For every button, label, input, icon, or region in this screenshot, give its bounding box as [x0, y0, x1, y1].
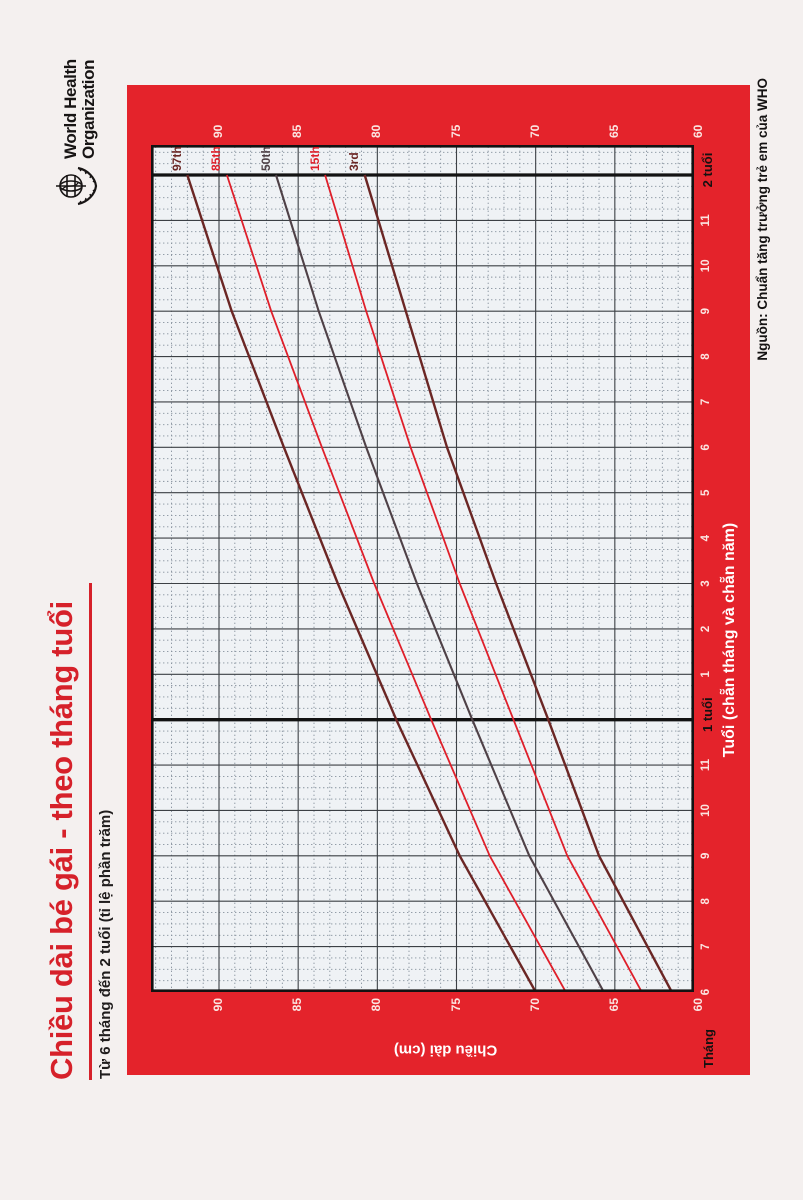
month-tick-label: 11	[700, 758, 712, 772]
plot-svg	[151, 145, 694, 992]
plot-frame	[152, 146, 692, 990]
cm-tick-label-left: 75	[448, 998, 463, 1012]
month-tick-label: 2	[700, 625, 712, 633]
month-tick-label: 10	[700, 259, 712, 273]
gridlines-major	[151, 145, 694, 992]
month-tick-label: 1	[700, 671, 712, 678]
cm-tick-label-right: 65	[606, 124, 621, 138]
month-tick-label: 7	[700, 943, 712, 950]
who-logo	[50, 7, 120, 207]
month-tick-label: 8	[700, 353, 712, 360]
percentile-label-15th: 15th	[307, 146, 322, 171]
percentile-label-85th: 85th	[209, 146, 224, 171]
who-logo-text	[62, 59, 99, 159]
x-axis-unit-label: Tháng	[701, 1029, 716, 1068]
month-tick-label: 6	[700, 444, 712, 451]
percentile-label-50th: 50th	[258, 146, 273, 171]
month-tick-label: 4	[700, 534, 712, 542]
month-tick-label: 6	[700, 988, 712, 996]
year-mark-label: 2 tuổi	[700, 152, 715, 188]
cm-tick-label-right: 75	[448, 124, 463, 138]
month-tick-label: 9	[700, 852, 712, 860]
who-logo-line1: World Health	[61, 59, 80, 159]
cm-tick-label-left: 60	[691, 998, 705, 1012]
cm-tick-label-right: 60	[691, 124, 705, 138]
gridlines-minor	[151, 145, 694, 992]
y-axis-title: Chiều dài (cm)	[393, 1041, 498, 1059]
page-subtitle: Từ 6 tháng đến 2 tuổi (tỉ lệ phần trăm)	[97, 809, 114, 1079]
cm-tick-label-left: 85	[290, 998, 305, 1012]
who-logo-line2: Organization	[79, 59, 99, 159]
month-tick-label: 11	[700, 214, 712, 227]
cm-tick-label-left: 80	[369, 998, 384, 1012]
month-tick-label: 5	[700, 489, 712, 496]
percentile-label-97th: 97th	[169, 146, 184, 171]
source-note: Nguồn: Chuẩn tăng trưởng trẻ em của WHO	[755, 78, 770, 361]
year-mark-label: 1 tuổi	[700, 697, 715, 733]
cm-tick-label-right: 90	[211, 124, 225, 138]
cm-tick-label-right: 80	[369, 124, 384, 138]
month-tick-label: 8	[700, 898, 712, 905]
cm-tick-label-left: 65	[606, 998, 621, 1012]
cm-tick-label-left: 70	[527, 998, 542, 1012]
title-underline	[89, 583, 92, 1080]
percentile-label-3rd: 3rd	[347, 152, 362, 171]
page-title: Chiều dài bé gái - theo tháng tuổi	[44, 601, 79, 1080]
month-tick-label: 3	[700, 580, 712, 587]
x-axis-title: Tuổi (chẵn tháng và chẵn năm)	[721, 522, 738, 758]
plot-area	[151, 145, 694, 992]
cm-tick-label-left: 90	[211, 998, 225, 1012]
month-tick-label: 7	[700, 398, 712, 406]
cm-tick-label-right: 70	[527, 124, 542, 138]
month-tick-label: 10	[700, 804, 712, 817]
cm-tick-label-right: 85	[290, 124, 305, 138]
who-globe-icon	[54, 165, 100, 207]
month-tick-label: 9	[700, 307, 712, 315]
